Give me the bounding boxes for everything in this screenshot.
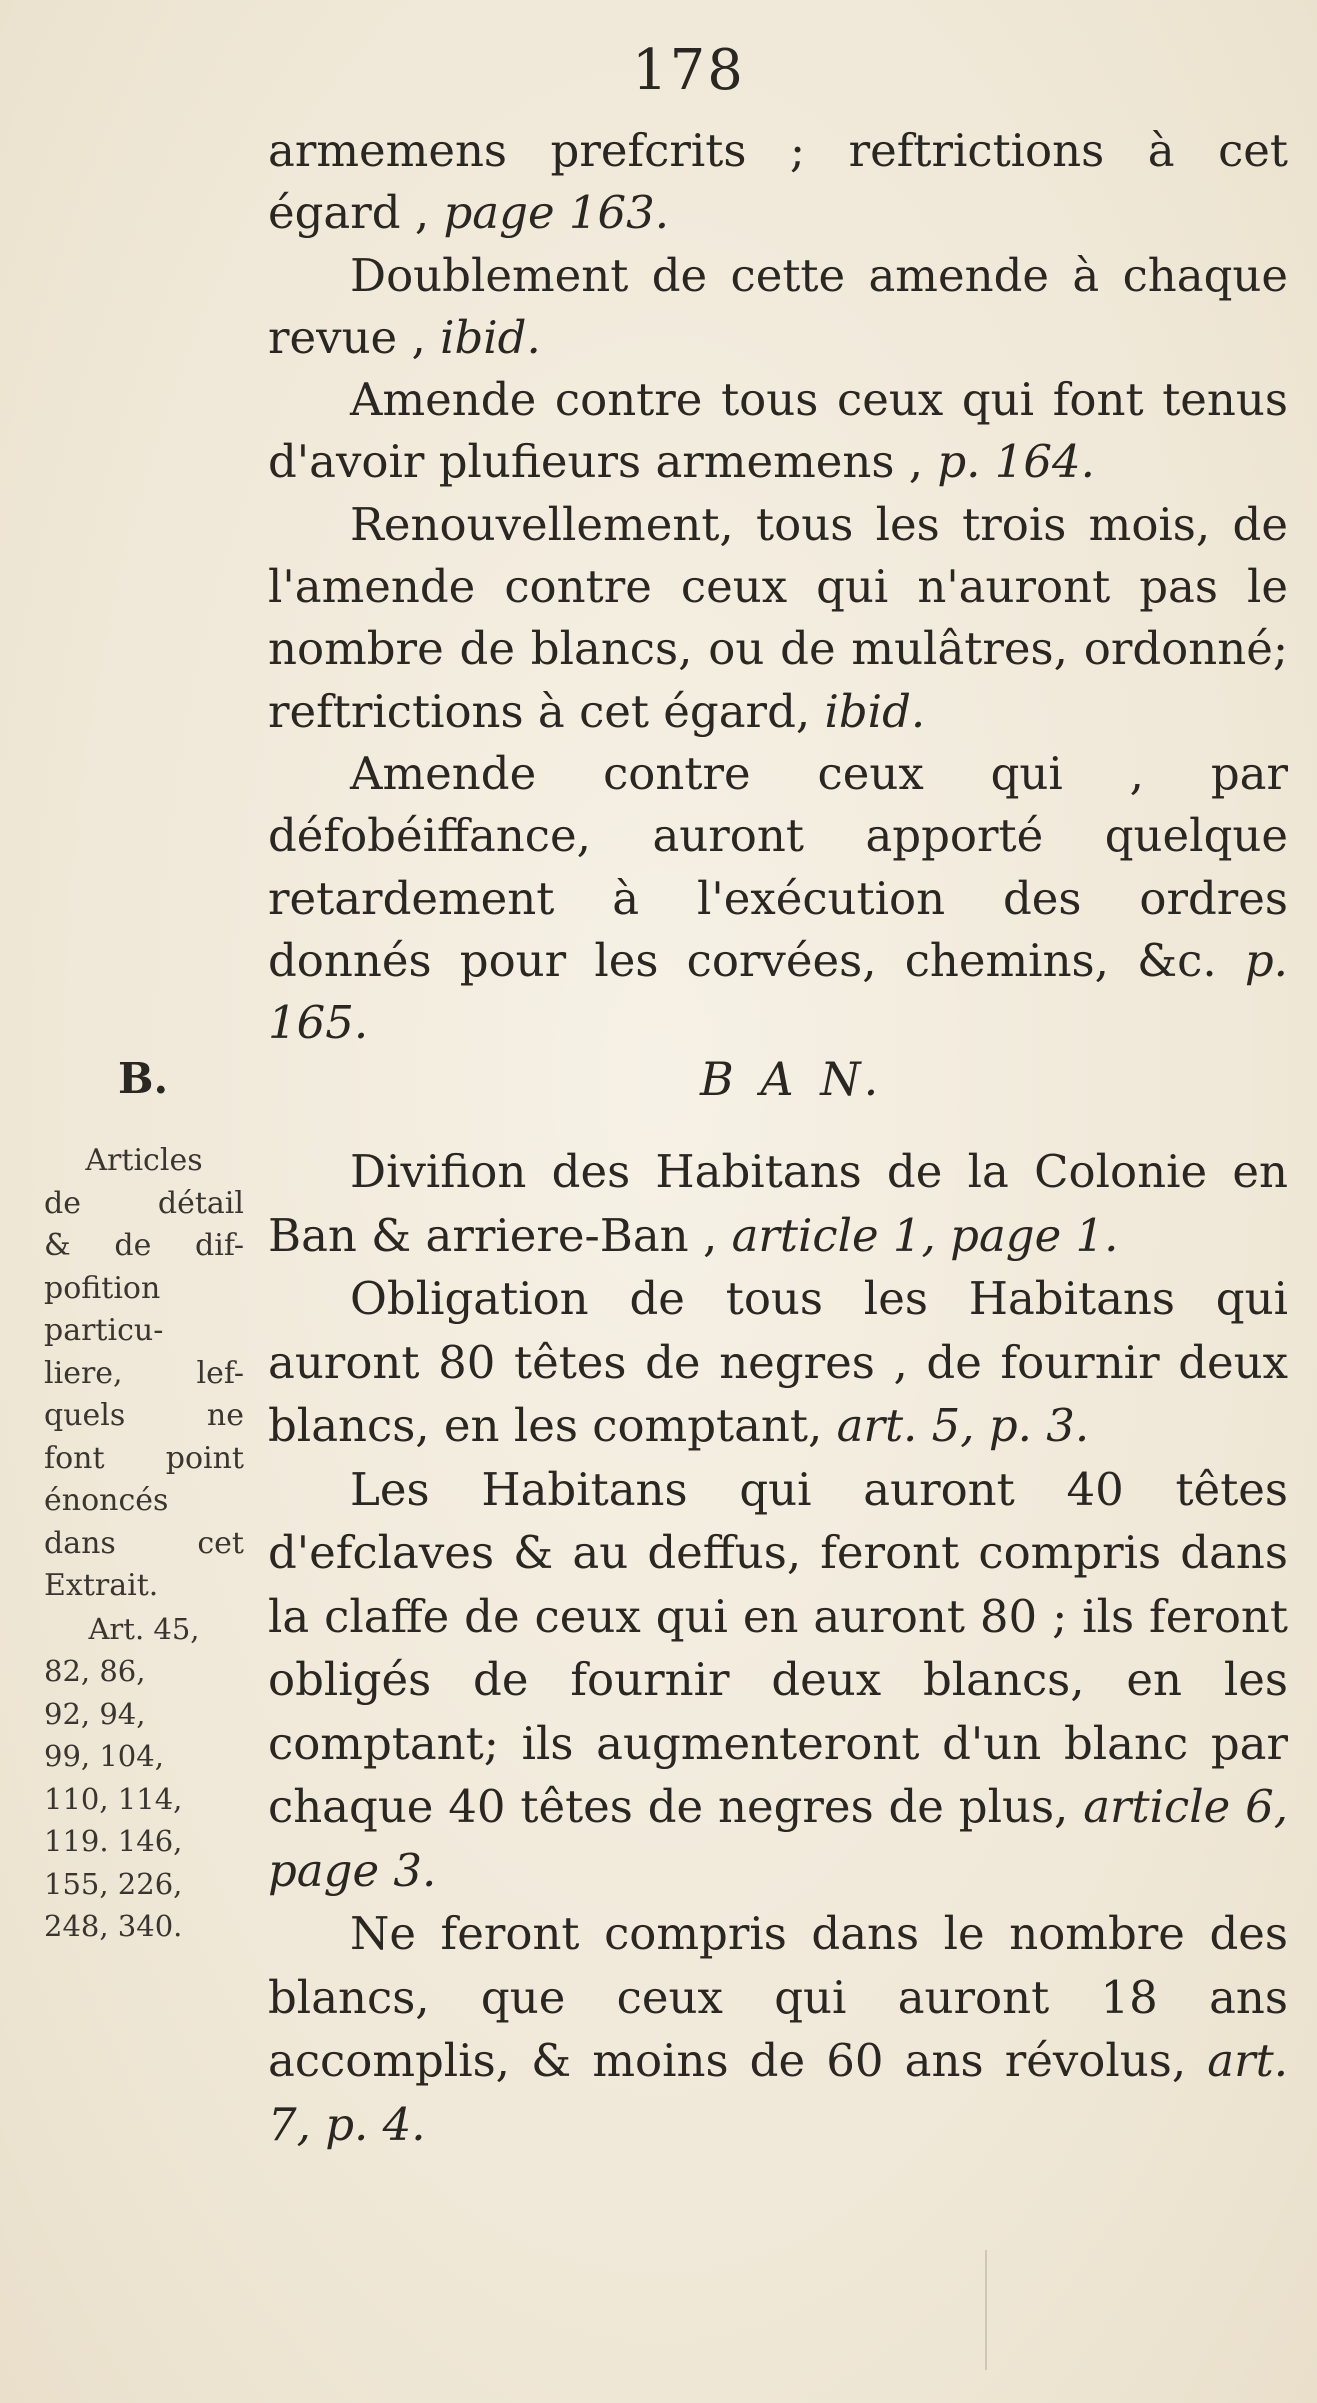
- margin-note-reference: 82, 86,: [44, 1654, 146, 1688]
- margin-note-reference: 99, 104,: [44, 1739, 164, 1773]
- paragraph-text: Renouvellement, tous les trois mois, de l'amende contre ceux qui n'auront pas le nombre de blancs, ou de mulâtres, ordonné; reftrictions à cet égard,: [268, 497, 1288, 738]
- margin-letter: B.: [118, 1054, 169, 1103]
- paragraph-reference: p. 164.: [937, 435, 1095, 489]
- paragraph-reference: article 1, page 1.: [731, 1208, 1119, 1262]
- paragraph-text: Les Habitans qui auront 40 têtes d'efclaves & au deffus, feront compris dans la claffe de ceux qui en auront 80 ; ils feront obligés de fournir deux blancs, en les comptant; ils augmenteront d'un blanc par chaque 40 têtes de negres de plus,: [268, 1462, 1288, 1833]
- paragraph: [268, 369, 1288, 494]
- paragraph-reference: ibid.: [440, 310, 541, 364]
- paragraph: [268, 743, 1288, 1054]
- margin-note-reference: Art. 45,: [88, 1611, 200, 1646]
- margin-note-line: Articles: [85, 1143, 203, 1178]
- margin-note-line: font point: [44, 1440, 244, 1476]
- page-fold-mark: [985, 2250, 987, 2370]
- paragraph: [268, 1267, 1288, 1458]
- paragraph-text: Doublement de cette amende à chaque revue ,: [268, 248, 1288, 364]
- margin-note-line: & de dif-: [44, 1228, 244, 1263]
- margin-note-reference: 155, 226,: [44, 1866, 183, 1901]
- paragraph-text: Amende contre tous ceux qui font tenus d'avoir plufieurs armemens ,: [268, 373, 1288, 489]
- paragraph-text: Obligation de tous les Habitans qui auront 80 têtes de negres , de fournir deux blancs, en les comptant,: [268, 1272, 1288, 1452]
- paragraph: [268, 494, 1288, 743]
- paragraph-reference: article 6, page 3.: [268, 1780, 1289, 1897]
- paragraph-reference: art. 7, p. 4.: [268, 2034, 1288, 2151]
- top-section: [268, 120, 1288, 1054]
- margin-note-reference: 92, 94,: [44, 1696, 146, 1731]
- margin-note-line: énoncés: [44, 1483, 169, 1518]
- margin-note-line: pofition: [44, 1270, 161, 1306]
- paragraph-text: armemens prefcrits ; reftrictions à cet égard ,: [268, 124, 1288, 240]
- paragraph-reference: art. 5, p. 3.: [836, 1399, 1090, 1452]
- margin-note-line: Extrait.: [44, 1568, 159, 1603]
- margin-note-line: dans cet: [44, 1525, 244, 1561]
- margin-note-reference: 110, 114,: [44, 1781, 183, 1816]
- ban-section: [268, 1140, 1288, 2156]
- margin-note-line: de détail: [44, 1185, 244, 1221]
- margin-note-line: quels ne: [44, 1398, 244, 1433]
- margin-note: [44, 1140, 244, 1948]
- paragraph-text: Amende contre ceux qui , par défobéiffance, auront apporté quelque retardement à l'exécution des ordres donnés pour les corvées, chemins, &c.: [268, 746, 1288, 987]
- paragraph: [268, 1458, 1288, 1903]
- paragraph-reference: p. 165.: [268, 933, 1288, 1050]
- paragraph: [268, 1902, 1288, 2156]
- paragraph-reference: page 163.: [443, 186, 670, 240]
- paragraph: [268, 245, 1288, 370]
- paragraph: [268, 1140, 1288, 1267]
- paragraph: [268, 120, 1288, 245]
- paragraph-text: Ne feront compris dans le nombre des blancs, que ceux qui auront 18 ans accomplis, & moins de 60 ans révolus,: [268, 1907, 1288, 2087]
- paragraph-reference: ibid.: [824, 684, 926, 738]
- margin-note-reference: 119. 146,: [44, 1824, 183, 1858]
- page-number: 178: [632, 38, 745, 103]
- margin-note-line: particu-: [44, 1313, 164, 1348]
- margin-note-line: liere, lef-: [44, 1355, 244, 1391]
- paragraph-text: Divifion des Habitans de la Colonie en Ban & arriere-Ban ,: [268, 1145, 1288, 1262]
- margin-note-reference: 248, 340.: [44, 1909, 183, 1943]
- section-heading: B A N.: [700, 1052, 885, 1106]
